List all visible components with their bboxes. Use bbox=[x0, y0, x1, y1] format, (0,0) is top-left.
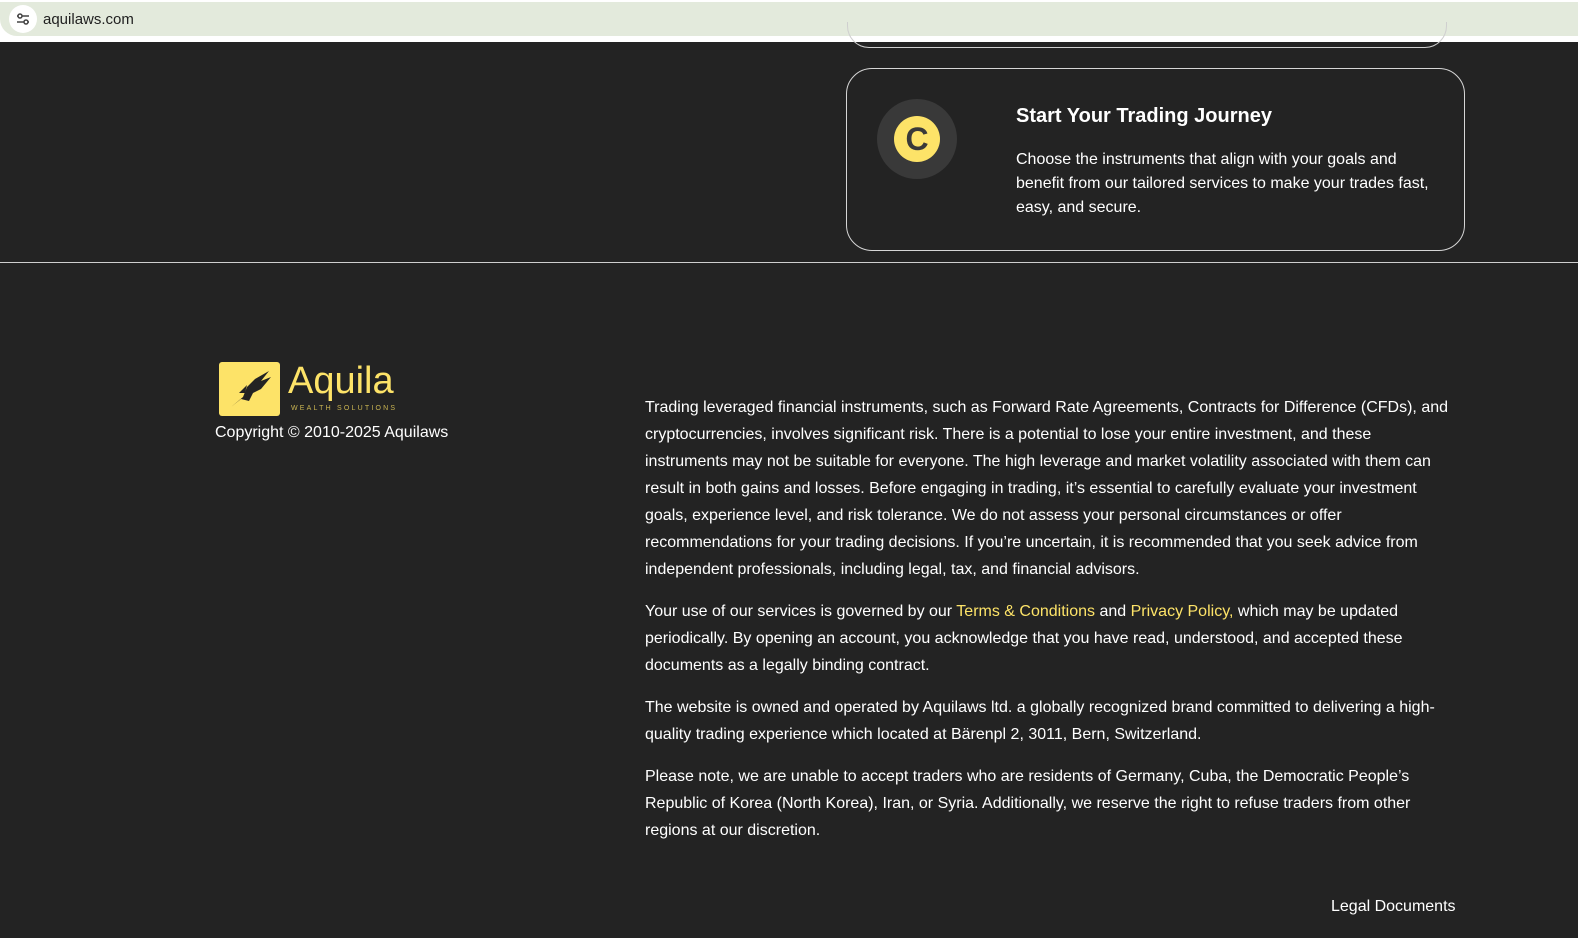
ownership-paragraph: The website is owned and operated by Aquilaws ltd. a globally recognized brand committed to delivering a high-quality trading experience which located at Bärenpl 2, 3011, Bern, Switzerland. bbox=[645, 699, 1435, 743]
url-text[interactable]: aquilaws.com bbox=[43, 10, 134, 28]
terms-text-before: Your use of our services is governed by our bbox=[645, 603, 957, 620]
feature-card bbox=[846, 68, 1465, 251]
tune-icon[interactable] bbox=[9, 5, 37, 33]
legal-disclaimer bbox=[645, 394, 1455, 859]
privacy-policy-link[interactable]: Privacy Policy, bbox=[1130, 603, 1234, 620]
eagle-icon bbox=[219, 362, 280, 416]
copyright-text: Copyright © 2010-2025 Aquilaws bbox=[215, 424, 449, 441]
card-title: Start Your Trading Journey bbox=[1016, 105, 1272, 127]
footer-logo[interactable] bbox=[219, 362, 408, 416]
logo-tagline: WEALTH SOLUTIONS bbox=[291, 405, 398, 412]
logo-name: Aquila bbox=[288, 360, 394, 402]
card-description: Choose the instruments that align with your goals and benefit from our tailored services to make your trades fast, easy, and secure. bbox=[1016, 151, 1429, 216]
terms-text-middle: and bbox=[1095, 603, 1131, 620]
terms-conditions-link[interactable]: Terms & Conditions bbox=[956, 603, 1096, 620]
legal-documents-link[interactable]: Legal Documents bbox=[1331, 898, 1456, 915]
terms-text-after: which may be updated periodically. By opening an account, you acknowledge that you have read, understood, and accepted these documents as a legally binding contract. bbox=[645, 603, 1403, 674]
terms-paragraph bbox=[645, 598, 1455, 679]
coin-letter: C bbox=[905, 121, 929, 157]
section-divider bbox=[0, 262, 1578, 263]
risk-warning-paragraph: Trading leveraged financial instruments, such as Forward Rate Agreements, Contracts for Difference (CFDs), and cryptocurrencies, involves significant risk. There is a potential to lose your entire investment, and these instruments may not be suitable for everyone. The high leverage and market volatility associated with them can result in both gains and losses. Before engaging in trading, it’s essential to carefully evaluate your investment goals, experience level, and risk tolerance. We do not assess your personal circumstances or offer recommendations for your trading decisions. If you’re uncertain, it is recommended that you seek advice from independent professionals, including legal, tax, and financial advisors. bbox=[645, 399, 1449, 578]
previous-feature-card bbox=[847, 22, 1447, 48]
coin-c-icon bbox=[877, 99, 957, 179]
restricted-countries-paragraph: Please note, we are unable to accept traders who are residents of Germany, Cuba, the Democratic People’s Republic of Korea (North Korea), Iran, or Syria. Additionally, we reserve the right to refuse traders from other regions at our discretion. bbox=[645, 768, 1411, 839]
